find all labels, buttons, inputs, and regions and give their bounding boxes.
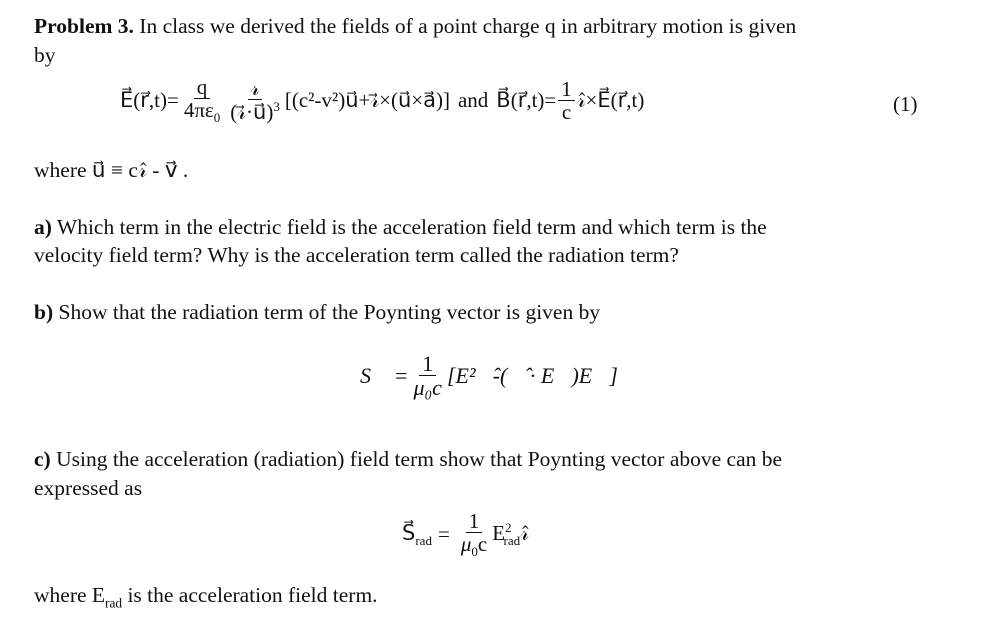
srad-lhs: $S⃗_{rad}$ <box>402 520 432 548</box>
problem-intro-line2: by <box>34 43 56 67</box>
where-u-definition: where u⃗ ≡ c𝓇̂ - v⃗ . <box>34 158 189 182</box>
b-field-fraction <box>558 78 575 124</box>
problem-intro-line1 <box>34 12 796 40</box>
part-b-label: b) <box>34 300 54 324</box>
srad-frac-den: $\mu_0c$ <box>460 532 488 560</box>
part-b-line: b) Show that the radiation term of the Poynting vector is given by <box>34 300 601 324</box>
e-field-fraction-1 <box>181 76 223 126</box>
part-c-label: c) <box>34 447 51 471</box>
poynting-fraction <box>410 352 444 400</box>
equation-3 <box>402 510 529 560</box>
b-field-lhs: B⃗(r⃗,t)= <box>496 88 557 113</box>
poynting-lhs: S⃗ = <box>360 363 409 389</box>
srad-fraction <box>458 510 490 560</box>
b-frac-num: 1 <box>558 78 575 101</box>
problem-label: Problem 3. <box>34 14 134 38</box>
b-field-rhs: 𝓇̂×E⃗(r⃗,t) <box>576 88 645 113</box>
equation-1 <box>120 76 644 126</box>
poynting-frac-num: 1 <box>419 352 436 376</box>
part-c-line2: expressed as <box>34 476 143 500</box>
poynting-frac-den: μ₀c <box>413 375 442 401</box>
srad-equals: = <box>437 522 450 547</box>
e-field-bracket: [(c²-v²)u⃗+𝓇⃗×(u⃗×a⃗)] <box>284 88 450 113</box>
problem-intro-text: In class we derived the fields of a point charge q in arbitrary motion is given <box>133 14 797 38</box>
where-e-rad: where $E_{rad}$ is the acceleration field term. <box>34 583 378 611</box>
e-field-lhs: E⃗(r⃗,t)= <box>120 88 179 113</box>
and-word: and <box>457 88 489 113</box>
part-a-line2: velocity field term? Why is the acceleration term called the radiation term? <box>34 243 679 267</box>
e-frac1-num: q <box>194 76 211 99</box>
part-a-line1: a) Which term in the electric field is the acceleration field term and which term is the <box>34 215 767 239</box>
e-frac2-num: 𝓇 <box>248 77 263 100</box>
e-frac2-den: (𝓇⃗·u⃗)$^3$ <box>230 99 280 125</box>
e-frac1-den: $4\pi\varepsilon_0$ <box>183 98 221 126</box>
e-field-fraction-2 <box>227 77 283 124</box>
srad-rhs: $E^2_{rad}𝓇̂$ <box>492 520 529 549</box>
b-frac-den: c <box>561 99 572 124</box>
part-c-line1: c) Using the acceleration (radiation) field term show that Poynting vector above can be <box>34 447 783 471</box>
poynting-rhs: [E²𝓇̂-(𝓇̂ · E⃗)E⃗] <box>446 363 618 389</box>
equation-2 <box>360 352 618 400</box>
part-a-label: a) <box>34 215 52 239</box>
srad-frac-num: 1 <box>466 510 483 533</box>
equation-number: (1) <box>893 92 918 116</box>
